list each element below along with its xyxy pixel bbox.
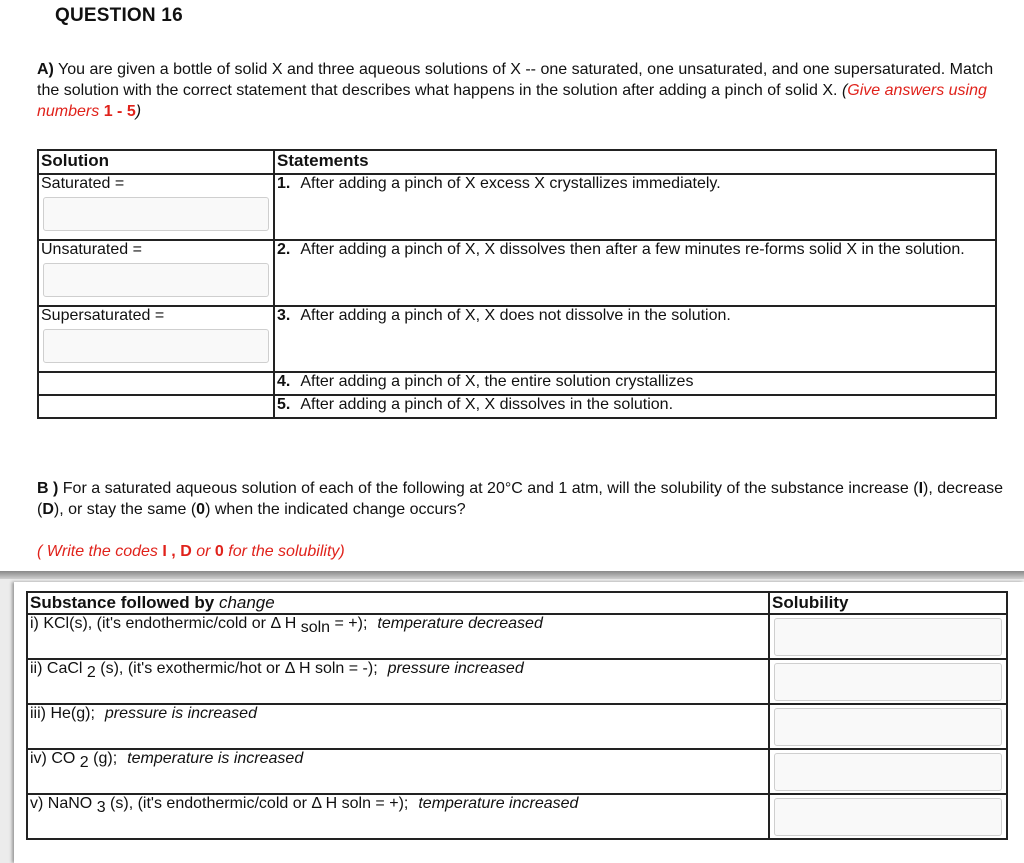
part-a-hint: (Give answers using numbers 1 - 5): [37, 82, 987, 120]
statement-2: 2. After adding a pinch of X, X dissolves then after a few minutes re-forms solid X in the solution.: [274, 240, 996, 306]
solubility-cell: [769, 704, 1007, 749]
saturated-answer-input[interactable]: [43, 197, 269, 231]
solution-row-saturated: [38, 174, 274, 240]
kcl-solubility-input[interactable]: [774, 618, 1002, 656]
solubility-cell: [769, 749, 1007, 794]
substance-header: Substance followed by change: [27, 592, 769, 614]
substance-row-cacl2: ii) CaCl $_2$ (s), (it's exothermic/hot or Δ H soln = -); pressure increased: [27, 659, 769, 704]
solution-label: Supersaturated =: [41, 307, 165, 324]
part-b-label: B ): [37, 480, 59, 497]
solution-row-unsaturated: [38, 240, 274, 306]
question-title: QUESTION 16: [55, 5, 183, 26]
nano3-solubility-input[interactable]: [774, 798, 1002, 836]
solution-row-supersaturated: [38, 306, 274, 372]
solubility-cell: [769, 794, 1007, 839]
solubility-header: Solubility: [769, 592, 1007, 614]
solubility-cell: [769, 659, 1007, 704]
he-solubility-input[interactable]: [774, 708, 1002, 746]
statements-header: Statements: [274, 150, 996, 174]
part-b-table: [26, 591, 1008, 840]
part-b-hint: ( Write the codes I , D or 0 for the solubility): [37, 543, 345, 560]
solution-label: Saturated =: [41, 175, 125, 192]
part-a-text: You are given a bottle of solid X and three aqueous solutions of X -- one saturated, one unsaturated, and one supersaturated. Match the solution with the correct statement that describes what happens in the solution after adding a pinch of solid X.: [37, 61, 994, 99]
substance-row-nano3: v) NaNO $_3$ (s), (it's endothermic/cold or Δ H soln = +); temperature increased: [27, 794, 769, 839]
statement-4: 4. After adding a pinch of X, the entire solution crystallizes: [274, 372, 996, 395]
unsaturated-answer-input[interactable]: [43, 263, 269, 297]
section-divider: [0, 571, 1024, 579]
empty-cell: [38, 395, 274, 418]
empty-cell: [38, 372, 274, 395]
supersaturated-answer-input[interactable]: [43, 329, 269, 363]
solubility-cell: [769, 614, 1007, 659]
part-a-table: [37, 149, 997, 419]
substance-row-co2: iv) CO $_2$ (g); temperature is increased: [27, 749, 769, 794]
statement-5: 5. After adding a pinch of X, X dissolves in the solution.: [274, 395, 996, 418]
statement-3: 3. After adding a pinch of X, X does not dissolve in the solution.: [274, 306, 996, 372]
part-b-prompt: B ) For a saturated aqueous solution of each of the following at 20°C and 1 atm, will the solubility of the substance increase (I), decrease (D), or stay the same (0) when the indicated change occurs?: [37, 480, 1004, 518]
part-a-label: A): [37, 61, 54, 78]
solution-header: Solution: [38, 150, 274, 174]
substance-row-kcl: i) KCl(s), (it's endothermic/cold or Δ H $_{soln}$ = +); temperature decreased: [27, 614, 769, 659]
substance-row-he: iii) He(g); pressure is increased: [27, 704, 769, 749]
co2-solubility-input[interactable]: [774, 753, 1002, 791]
solution-label: Unsaturated =: [41, 241, 142, 258]
cacl2-solubility-input[interactable]: [774, 663, 1002, 701]
part-a-prompt: [37, 59, 1017, 122]
statement-1: 1. After adding a pinch of X excess X crystallizes immediately.: [274, 174, 996, 240]
